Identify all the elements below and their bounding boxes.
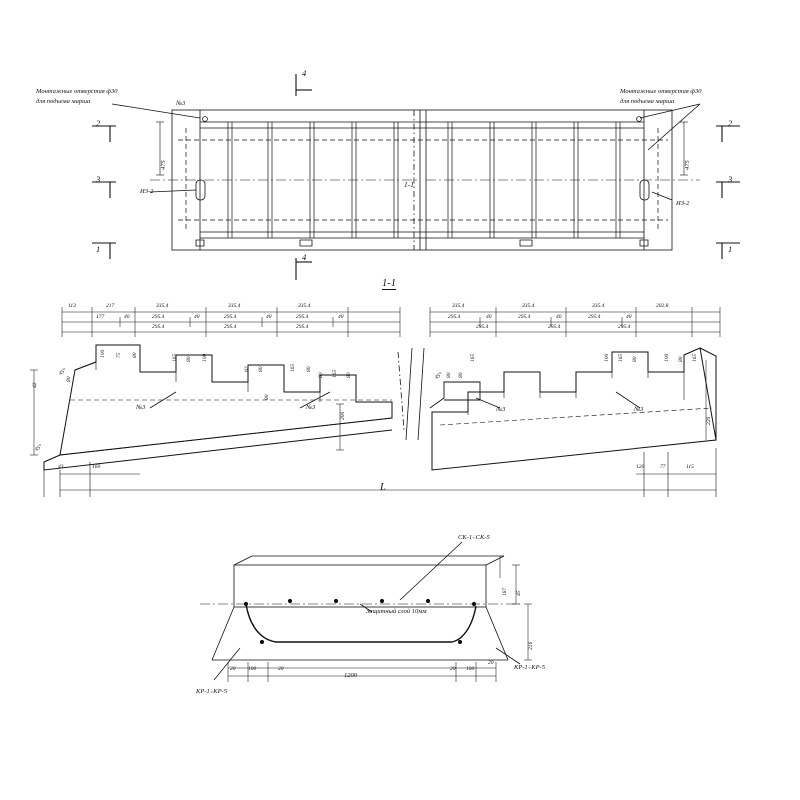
dim-rdet-7: 80	[678, 356, 684, 362]
dim-sec-v2: 216	[528, 641, 534, 650]
dim-chain3-0: 295.4	[152, 324, 165, 330]
dim-rchain2-1: 40	[486, 314, 492, 320]
dim-ldet-9: 80	[306, 366, 312, 372]
dim-chain2-7: 40	[338, 314, 344, 320]
dim-rchain3-2: 295.4	[618, 324, 631, 330]
dim-rchain1-1: 335.4	[522, 303, 535, 309]
dim-rdet-1: 80	[458, 372, 464, 378]
dim-chain1-2: 335.4	[156, 303, 169, 309]
dim-vert-0: 42	[32, 382, 38, 388]
dim-vert-4: 220	[706, 416, 712, 425]
mark-sk: СК-1÷СК-5	[458, 534, 490, 541]
mark-n3-plan: №3	[176, 100, 186, 107]
mark-n3-mid: №3	[306, 404, 316, 411]
dim-ldet-2: 80	[132, 352, 138, 358]
callout-mounting-holes-left-line1: Монтажные отверстия ф30	[36, 88, 118, 95]
dim-chain1-1: 217	[106, 303, 115, 309]
dim-chain3-2: 295.4	[296, 324, 309, 330]
plan-dim-right-475: 475	[684, 160, 691, 170]
dim-sec-l0: 20	[230, 666, 236, 672]
dim-br-2: 115	[686, 464, 694, 470]
section-mark-2-right: 2	[728, 118, 733, 128]
dim-chain1-4: 335.4	[298, 303, 311, 309]
dim-rchain2-5: 40	[626, 314, 632, 320]
dim-sec-l1: 100	[248, 666, 257, 672]
plan-dim-left-475: 475	[160, 160, 167, 170]
dim-ldet-10: 80	[318, 372, 324, 378]
dim-rdet-6: 100	[664, 353, 670, 362]
callout-mounting-holes-left-line2: для подъема марша	[36, 98, 91, 105]
dim-chain2-0: 177	[96, 314, 105, 320]
mark-n3-left: №3	[136, 404, 146, 411]
dim-rdet-8: 165	[692, 353, 698, 362]
section-mark-4-bottom: 4	[302, 252, 307, 262]
dim-chain2-6: 295.4	[296, 314, 309, 320]
dim-ldet-7: 80	[258, 366, 264, 372]
mark-n3-mid2: №3	[496, 406, 506, 413]
dim-br-1: 77	[660, 464, 666, 470]
section-mark-1-left: 1	[96, 244, 101, 254]
dim-ldet-3: 165	[172, 353, 178, 362]
dim-chain1-0: 113	[68, 303, 76, 309]
dim-rchain2-3: 40	[556, 314, 562, 320]
dim-rdet-4: 165	[618, 353, 624, 362]
dim-vert-3: 200	[340, 411, 346, 420]
dim-rdet-3: 100	[604, 353, 610, 362]
dim-rchain3-1: 295.4	[548, 324, 561, 330]
dim-vert-1: 80	[66, 376, 72, 382]
dim-chain1-3: 335.4	[228, 303, 241, 309]
dim-rchain2-0: 295.4	[448, 314, 461, 320]
dim-ldet-11: 165	[332, 369, 338, 378]
view-label-1-1: 1-1	[382, 278, 396, 289]
mark-iz2-right: ИЗ-2	[676, 200, 690, 207]
dim-sec-v1: 187	[502, 587, 508, 596]
dim-ldet-5: 100	[202, 353, 208, 362]
dim-rchain1-0: 335.4	[452, 303, 465, 309]
dim-vert-2: 80	[264, 394, 270, 400]
dim-sec-v0: 45	[516, 590, 522, 596]
dim-rdet-0: 165	[470, 353, 476, 362]
overall-length-L: L	[380, 482, 386, 493]
dim-rchain1-2: 335.4	[592, 303, 605, 309]
section-mark-4-top: 4	[302, 68, 307, 78]
label-protective-layer: Защитный слой 10мм	[366, 608, 427, 615]
dim-chain2-1: 40	[124, 314, 130, 320]
callout-mounting-holes-right-line1: Монтажные отверстия ф30	[620, 88, 702, 95]
dim-chain3-1: 295.4	[224, 324, 237, 330]
dim-ldet-8: 165	[290, 363, 296, 372]
dim-sec-r1: 100	[466, 666, 475, 672]
angle-mark-2: 45°	[434, 371, 444, 381]
dim-rdet-5: 80	[632, 356, 638, 362]
mark-kr-right: КР-1÷КР-5	[514, 664, 545, 671]
section-mark-3-left: 3	[96, 174, 101, 184]
section-mark-1-right: 1	[728, 244, 733, 254]
dim-bl-1: 160	[92, 464, 101, 470]
dim-rchain3-0: 295.4	[476, 324, 489, 330]
dim-sec-r2: 20	[488, 660, 494, 666]
dim-sec-width: 1200	[344, 672, 357, 679]
dim-rchain2-4: 295.4	[588, 314, 601, 320]
axis-label-1-1: 1-1	[404, 180, 414, 189]
dim-ldet-4: 80	[186, 356, 192, 362]
dim-sec-l2: 20	[278, 666, 284, 672]
mark-kr-left: КР-1÷КР-5	[196, 688, 227, 695]
callout-mounting-holes-right-line2: для подъема марша	[620, 98, 675, 105]
mark-n3-right: №3	[634, 406, 644, 413]
dim-br-0: 120	[636, 464, 645, 470]
dim-ldet-6: 82	[244, 366, 250, 372]
dim-rdet-2: 80	[446, 372, 452, 378]
dim-ldet-0: 100	[100, 349, 106, 358]
dim-bl-0: 43	[58, 464, 64, 470]
dim-rchain1-3: 202.8	[656, 303, 669, 309]
dim-chain2-4: 295.4	[224, 314, 237, 320]
dim-chain2-3: 40	[194, 314, 200, 320]
section-mark-2-left: 2	[96, 118, 101, 128]
dim-chain2-5: 40	[266, 314, 272, 320]
angle-mark-0: 45°	[58, 367, 68, 377]
dim-rchain2-2: 295.4	[518, 314, 531, 320]
dim-ldet-1: 75	[116, 352, 122, 358]
dim-sec-r0: 20	[450, 666, 456, 672]
section-mark-3-right: 3	[728, 174, 733, 184]
dim-ldet-12: 80	[346, 372, 352, 378]
mark-iz2-left: ИЗ-2	[140, 188, 154, 195]
dim-chain2-2: 295.4	[152, 314, 165, 320]
angle-mark-1: 45°	[34, 443, 44, 453]
